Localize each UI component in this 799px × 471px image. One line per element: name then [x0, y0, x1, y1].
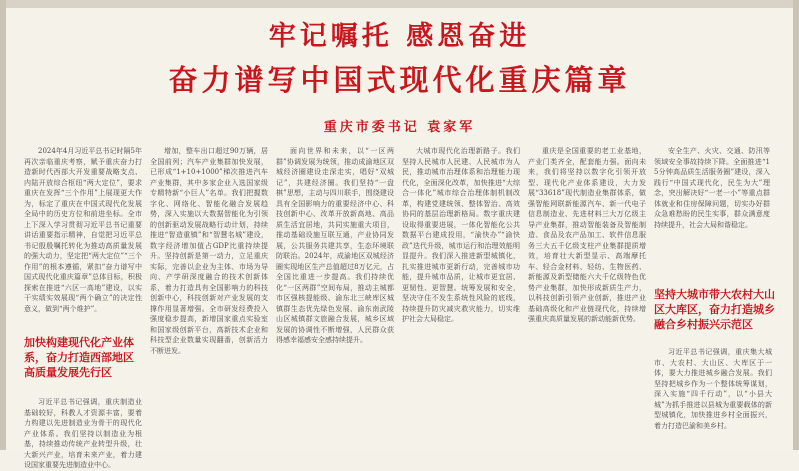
paragraph: 2024年4月习近平总书记时隔5年再次亲临重庆考察，赋予重庆奋力打造新时代西部大开发重要战略支点、内陆开放综合枢纽“两大定位”，要求重庆在发挥“三个作用”上展现更大作为，标定了重庆在中国式现代化发展全局中的历史方位和前进坐标。全市上下深入学习贯彻习近平总书记重要讲话重要指示精神，自觉把习近平总书记殷殷嘱托转化为推动高质量发展的强大动力，坚定把“两大定位”“三个作用”的根本遵循，紧扣“奋力谱写中国式现代化重庆篇章”总体目标，积极探索在推进“六区一高地”建设，以实干实绩实效展现“两个确立”的决定性意义，做到“两个维护”。	[24, 147, 142, 313]
paragraph: 面向世界和未来，以“一区两群”协调发展为统领，推动成渝地区双城经济圈建设走深走实，唱好“双城记”，共建经济圈。我们坚持“一盘棋”思想，主动与四川联手，围绕建设具有全国影响力的重要经济中心、科技创新中心、改革开放新高地、高品质生活宜居地，共同实施重大项目，推动基础设施互联互通，产业协同发展，公共服务共建共享，生态环境联防联治。2024年，成渝地区双城经济圈实现地区生产总值超过8万亿元，占全国比重进一步提高。我们持续优化“一区两群”空间布局，推动主城都市区强核提能级、渝东北三峡库区城镇群生态优先绿色发展、渝东南武陵山区城镇群文旅融合发展，城乡区域发展的协调性不断增强，人民群众获得感幸福感安全感持续提升。	[276, 147, 394, 344]
paragraph: 重庆是全国重要的老工业基地，产业门类齐全，配套能力强。面向未来，我们将坚持以数字化引领开放型、现代化产业体系建设，大力发展“33618”现代制造业集群体系，做强智能网联新能源汽车、新一代电子信息制造业、先进材料三大万亿级主导产业集群，推动智能装备及智能制造、食品及农产品加工、软件信息服务三大五千亿级支柱产业集群提质增效，培育壮大新型显示、高端摩托车、轻合金材料、轻纺、生物医药、新能源及新型储能六大千亿级特色优势产业集群，加快形成新质生产力，以科技创新引领产业创新，推进产业基础高级化和产业链现代化，持续增强重庆高质量发展的新动能新优势。	[528, 147, 646, 323]
column-6-text	[654, 146, 770, 281]
paragraph: 安全生产、火灾、交通、防汛等领域安全事故持续下降。全面推进“15分钟高品质生活服务圈”建设，深入践行“中国式现代化，民生为大”理念，突出解决好“一老一小”等重点群体就业和住房保障问题，切实办好群众急难愁盼的民生实事，群众满意度持续提升，社会大局和谐稳定。	[654, 147, 770, 229]
column-1-section-text	[24, 397, 142, 469]
paragraph: 增加，整车出口超过90万辆，居全国前列；汽车产业集群加快发展，已形成“1+10+1000”梯次推进汽车产业集群，其中多家企业入选国家级专精特新“小巨人”名单。我们把握数字化、网络化、智能化融合发展趋势，深入实施以大数据智能化为引领的创新驱动发展战略行动计划，持续推进“智造重镇”和“智慧名城”建设，数字经济增加值占GDP比重持续提升。坚持创新是第一动力，立足重庆实际，完善以企业为主体、市场为导向、产学研深度融合的技术创新体系，着力打造具有全国影响力的科技创新中心，科技创新对产业发展的支撑作用显著增强。全市研发经费投入强度稳步提高，新增国家重点实验室和国家级创新平台，高新技术企业和科技型企业数量实现翻番，创新活力不断迸发。	[150, 147, 268, 355]
top-border	[0, 0, 799, 8]
paragraph: 习近平总书记强调，重庆制造业基础较好，科教人才资源丰富，要着力构建以先进制造业为骨干的现代化产业体系。我们坚持以制造业为根基，持续推动传统产业转型升级，壮大新兴产业，培育未来产业，着力建设国家重要先进制造业中心。	[24, 398, 142, 469]
headline-line-2: 奋力谱写中国式现代化重庆篇章	[168, 63, 631, 97]
column-2-text	[150, 146, 268, 450]
column-5-text	[528, 146, 646, 450]
column-4-text	[402, 146, 520, 450]
section-heading-2: 坚持大城市带大农村大山区大库区，奋力打造城乡融合乡村振兴示范区	[654, 288, 775, 331]
paragraph: 大城市现代化治理新路子。我们坚持人民城市人民建、人民城市为人民，推动城市治理体系和治理能力现代化，全面深化改革，加快推进“大综合一体化”城市综合治理体制机制改革，构建党建统领、整体智治、高效协同的基层治理新格局。数字重庆建设取得重要进展，一体化智能化公共数据平台建成投用，“渝快办”“渝快政”迭代升级，城市运行和治理效能明显提升。我们深入推进新型城镇化，扎实推进城市更新行动，完善城市功能，提升城市品质，让城市更宜居、更韧性、更智慧。统筹发展和安全，坚决守住不发生系统性风险的底线，持续提升防灾减灾救灾能力，切实维护社会大局稳定。	[402, 147, 520, 323]
headline-line-1: 牢记嘱托 感恩奋进	[268, 21, 531, 52]
section-heading-1: 加快构建现代化产业体系，奋力打造西部地区高质量发展先行区	[24, 336, 134, 379]
byline: 重庆市委书记 袁家军	[323, 120, 476, 135]
paragraph: 习近平总书记强调，重庆集大城市、大农村、大山区、大库区于一体，要大力推进城乡融合发展。我们坚持把城乡作为一个整体统筹谋划，深入实施“四千行动”，以“小县大城”为抓手推进以县城为重要载体的新型城镇化，加快推进乡村全面振兴，着力打造巴渝和美乡村。	[654, 348, 772, 430]
column-6-section-text	[654, 347, 772, 450]
column-3-text	[276, 146, 394, 450]
column-1-text	[24, 146, 142, 331]
